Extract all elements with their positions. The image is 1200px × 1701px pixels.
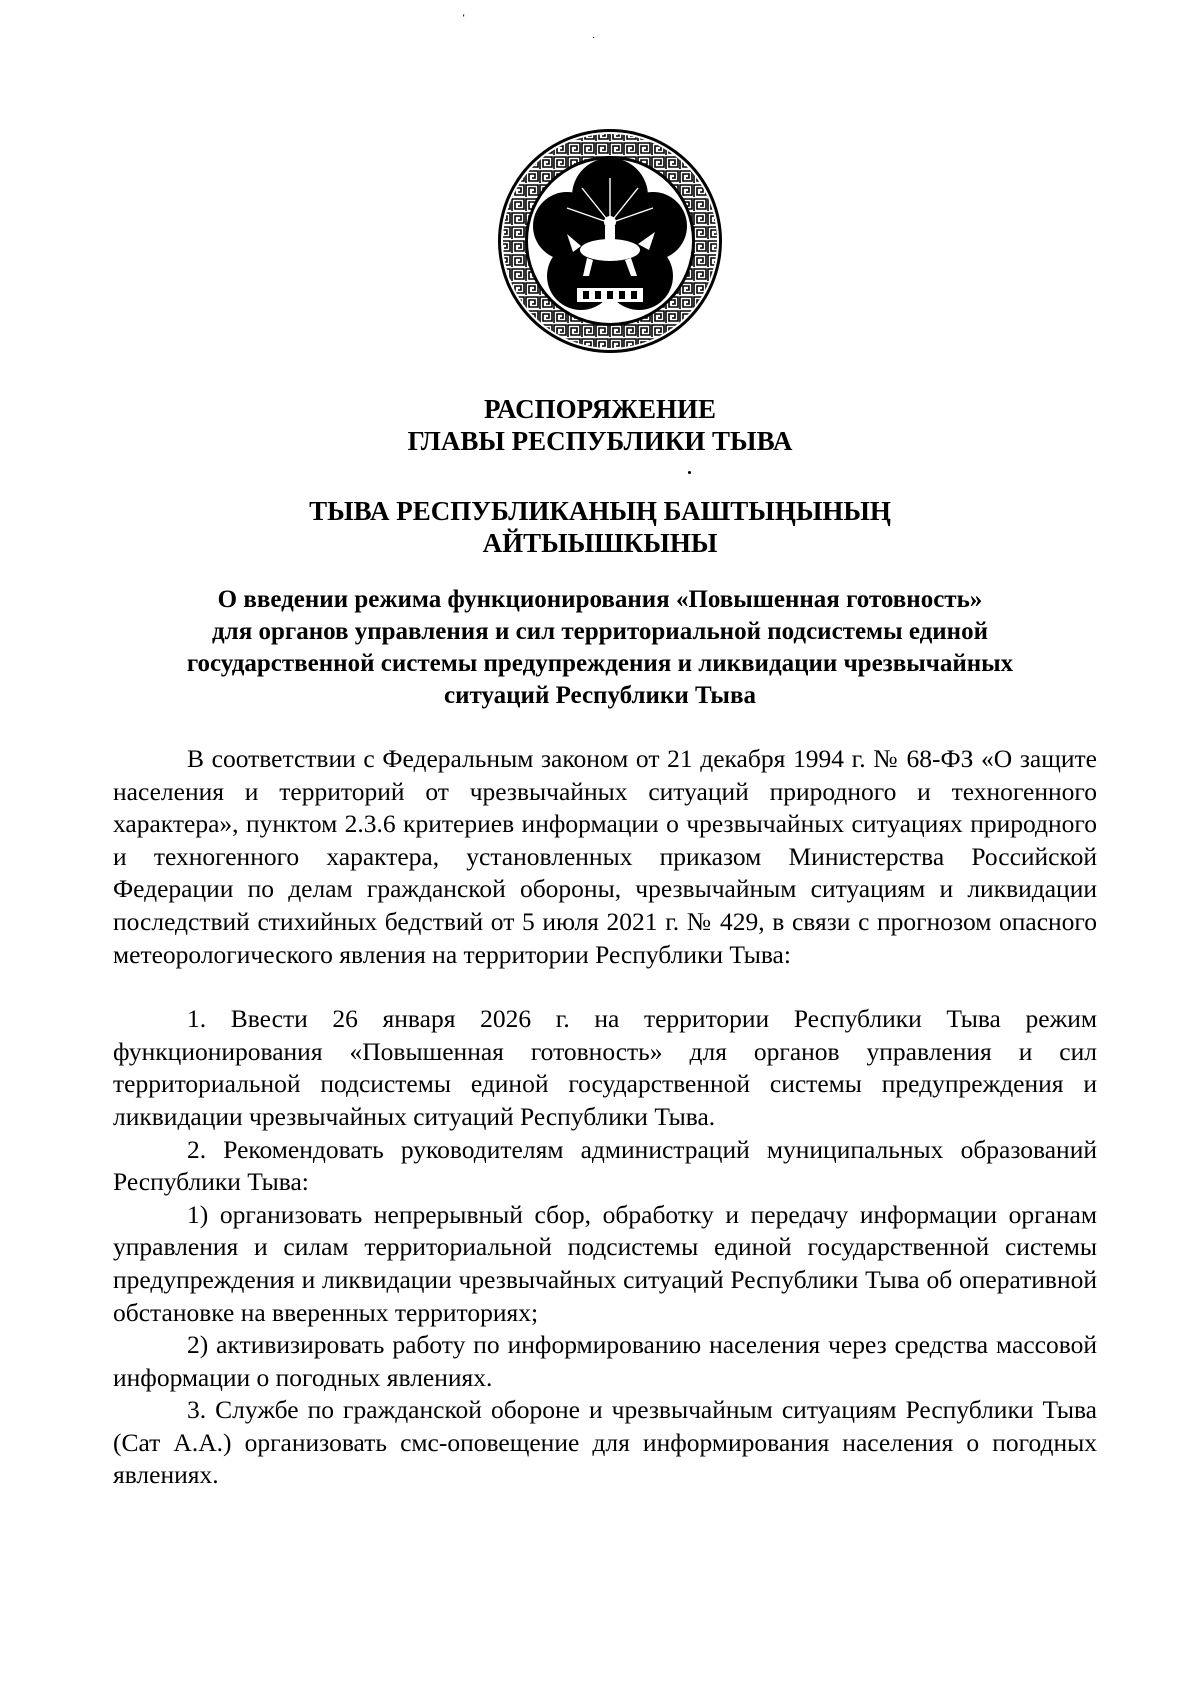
title-line: РАСПОРЯЖЕНИЕ: [483, 394, 717, 424]
subject-line: для органов управления и сил территориальной подсистемы единой: [212, 618, 988, 645]
order-item: 3. Службе по гражданской обороне и чрезвычайным ситуациям Республики Тыва (Сат А.А.) организовать смс-оповещение для информирования населения о погодных явлениях.: [113, 1395, 1097, 1490]
document-title: [0, 393, 1200, 457]
tuva-coat-of-arms-icon: [497, 128, 723, 354]
scan-speck: ·: [592, 33, 596, 44]
title-line: ТЫВА РЕСПУБЛИКАНЫҢ БАШТЫҢЫНЫҢ: [309, 496, 891, 526]
scan-speck: ‘: [462, 13, 466, 24]
title-line: ГЛАВЫ РЕСПУБЛИКИ ТЫВА: [407, 426, 793, 456]
order-item: 1. Ввести 26 января 2026 г. на территории Республики Тыва режим функционирования «Повышенная готовность» для органов управления и сил территориальной подсистемы единой государственной системы предупреждения и ликвидации чрезвычайных ситуаций Республики Тыва.: [113, 1004, 1097, 1131]
document-title-tuvan: [0, 495, 1200, 559]
scan-speck: [688, 471, 691, 474]
subject-line: государственной системы предупреждения и ликвидации чрезвычайных: [186, 650, 1014, 677]
order-subitem: 2) активизировать работу по информированию населения через средства массовой информации о погодных явлениях.: [113, 1330, 1097, 1392]
order-subitem: 1) организовать непрерывный сбор, обработку и передачу информации органам управления и силам территориальной подсистемы единой государственной системы предупреждения и ликвидации чрезвычайных ситуаций Республики Тыва об оперативной обстановке на вверенных территориях;: [113, 1199, 1097, 1327]
order-item: 2. Рекомендовать руководителям администраций муниципальных образований Республики Тыва:: [113, 1134, 1097, 1197]
subject-line: О введении режима функционирования «Повышенная готовность»: [217, 586, 983, 613]
preamble-paragraph: В соответствии с Федеральным законом от 21 декабря 1994 г. № 68-ФЗ «О защите населения и территорий от чрезвычайных ситуаций природного и техногенного характера», пунктом 2.3.6 критериев информации о чрезвычайных ситуациях природного и техногенного характера, установленных приказом Министерства Российской Федерации по делам гражданской обороны, чрезвычайным ситуациям и ликвидации последствий стихийных бедствий от 5 июля 2021 г. № 429, в связи с прогнозом опасного метеорологического явления на территории Республики Тыва:: [113, 744, 1097, 969]
document-body: [113, 743, 1097, 1492]
title-line: АЙТЫЫШКЫНЫ: [482, 528, 718, 558]
document-subject: [100, 584, 1100, 712]
subject-line: ситуаций Республики Тыва: [444, 682, 756, 709]
